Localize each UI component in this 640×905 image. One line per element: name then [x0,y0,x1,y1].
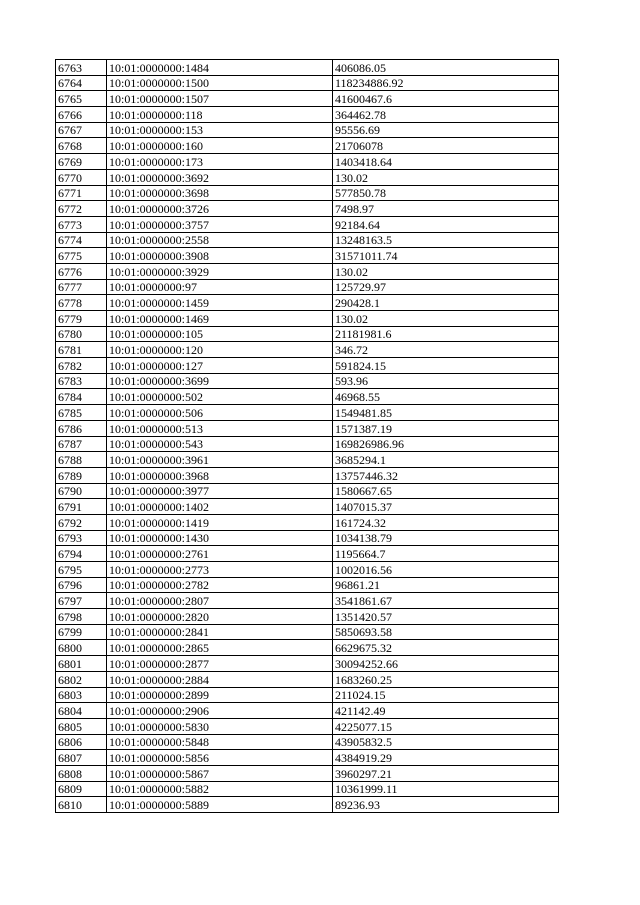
table-row [56,232,559,248]
cadastral-number-cell: 10:01:0000000:513 [107,420,333,436]
row-number-cell: 6776 [56,263,107,279]
cadastral-number-cell: 10:01:0000000:1469 [107,311,333,327]
cadastral-number-cell: 10:01:0000000:1419 [107,514,333,530]
value-cell: 21181981.6 [333,326,559,342]
value-cell: 96861.21 [333,577,559,593]
value-cell: 577850.78 [333,185,559,201]
value-cell: 125729.97 [333,279,559,295]
row-number-cell: 6798 [56,609,107,625]
value-cell: 211024.15 [333,687,559,703]
row-number-cell: 6797 [56,593,107,609]
value-cell: 1683260.25 [333,671,559,687]
row-number-cell: 6801 [56,656,107,672]
value-cell: 1580667.65 [333,483,559,499]
value-cell: 46968.55 [333,389,559,405]
value-cell: 95556.69 [333,122,559,138]
cadastral-number-cell: 10:01:0000000:2761 [107,546,333,562]
cadastral-number-cell: 10:01:0000000:5856 [107,750,333,766]
value-cell: 7498.97 [333,201,559,217]
table-row [56,436,559,452]
value-cell: 364462.78 [333,107,559,123]
row-number-cell: 6803 [56,687,107,703]
table-row [56,373,559,389]
value-cell: 130.02 [333,263,559,279]
table-row [56,201,559,217]
cadastral-number-cell: 10:01:0000000:97 [107,279,333,295]
table-row [56,499,559,515]
cadastral-number-cell: 10:01:0000000:2773 [107,562,333,578]
table-row [56,358,559,374]
value-cell: 6629675.32 [333,640,559,656]
value-cell: 3685294.1 [333,452,559,468]
table-row [56,781,559,797]
row-number-cell: 6768 [56,138,107,154]
table-row [56,797,559,813]
value-cell: 89236.93 [333,797,559,813]
cadastral-number-cell: 10:01:0000000:5882 [107,781,333,797]
value-cell: 1195664.7 [333,546,559,562]
table-row [56,311,559,327]
table-row [56,530,559,546]
value-cell: 13248163.5 [333,232,559,248]
value-cell: 593.96 [333,373,559,389]
row-number-cell: 6796 [56,577,107,593]
row-number-cell: 6795 [56,562,107,578]
value-cell: 1407015.37 [333,499,559,515]
table-row [56,248,559,264]
row-number-cell: 6764 [56,75,107,91]
value-cell: 21706078 [333,138,559,154]
row-number-cell: 6805 [56,718,107,734]
row-number-cell: 6770 [56,169,107,185]
table-row [56,593,559,609]
table-row [56,107,559,123]
cadastral-number-cell: 10:01:0000000:5848 [107,734,333,750]
row-number-cell: 6771 [56,185,107,201]
table-row [56,389,559,405]
row-number-cell: 6781 [56,342,107,358]
cadastral-number-cell: 10:01:0000000:2782 [107,577,333,593]
row-number-cell: 6785 [56,405,107,421]
value-cell: 4384919.29 [333,750,559,766]
row-number-cell: 6766 [56,107,107,123]
value-cell: 1034138.79 [333,530,559,546]
table-row [56,640,559,656]
row-number-cell: 6792 [56,514,107,530]
value-cell: 591824.15 [333,358,559,374]
value-cell: 13757446.32 [333,467,559,483]
cadastral-number-cell: 10:01:0000000:5889 [107,797,333,813]
table-row [56,122,559,138]
row-number-cell: 6806 [56,734,107,750]
table-row [56,703,559,719]
table-row [56,405,559,421]
cadastral-number-cell: 10:01:0000000:1507 [107,91,333,107]
cadastral-number-cell: 10:01:0000000:1500 [107,75,333,91]
table-row [56,295,559,311]
table-row [56,562,559,578]
row-number-cell: 6763 [56,60,107,76]
row-number-cell: 6769 [56,154,107,170]
cadastral-number-cell: 10:01:0000000:173 [107,154,333,170]
value-cell: 130.02 [333,169,559,185]
table-row [56,263,559,279]
value-cell: 3541861.67 [333,593,559,609]
value-cell: 406086.05 [333,60,559,76]
row-number-cell: 6791 [56,499,107,515]
value-cell: 43905832.5 [333,734,559,750]
row-number-cell: 6773 [56,216,107,232]
row-number-cell: 6808 [56,765,107,781]
table-row [56,546,559,562]
row-number-cell: 6810 [56,797,107,813]
value-cell: 290428.1 [333,295,559,311]
cadastral-number-cell: 10:01:0000000:3929 [107,263,333,279]
table-row [56,687,559,703]
value-cell: 30094252.66 [333,656,559,672]
row-number-cell: 6782 [56,358,107,374]
row-number-cell: 6783 [56,373,107,389]
row-number-cell: 6786 [56,420,107,436]
row-number-cell: 6767 [56,122,107,138]
value-cell: 10361999.11 [333,781,559,797]
value-cell: 1403418.64 [333,154,559,170]
row-number-cell: 6780 [56,326,107,342]
row-number-cell: 6802 [56,671,107,687]
cadastral-number-cell: 10:01:0000000:2865 [107,640,333,656]
cadastral-number-cell: 10:01:0000000:3692 [107,169,333,185]
row-number-cell: 6777 [56,279,107,295]
row-number-cell: 6807 [56,750,107,766]
table-row [56,342,559,358]
row-number-cell: 6788 [56,452,107,468]
cadastral-number-cell: 10:01:0000000:1402 [107,499,333,515]
table-row [56,452,559,468]
cadastral-number-cell: 10:01:0000000:3908 [107,248,333,264]
row-number-cell: 6804 [56,703,107,719]
value-cell: 169826986.96 [333,436,559,452]
value-cell: 421142.49 [333,703,559,719]
cadastral-number-cell: 10:01:0000000:1484 [107,60,333,76]
row-number-cell: 6789 [56,467,107,483]
table-row [56,75,559,91]
cadastral-number-cell: 10:01:0000000:5867 [107,765,333,781]
table-row [56,420,559,436]
table-row [56,750,559,766]
value-cell: 161724.32 [333,514,559,530]
cadastral-number-cell: 10:01:0000000:2906 [107,703,333,719]
value-cell: 1002016.56 [333,562,559,578]
row-number-cell: 6790 [56,483,107,499]
cadastral-number-cell: 10:01:0000000:120 [107,342,333,358]
cadastral-number-cell: 10:01:0000000:2807 [107,593,333,609]
cadastral-number-cell: 10:01:0000000:118 [107,107,333,123]
value-cell: 1549481.85 [333,405,559,421]
cadastral-number-cell: 10:01:0000000:3757 [107,216,333,232]
row-number-cell: 6775 [56,248,107,264]
value-cell: 1571387.19 [333,420,559,436]
cadastral-number-cell: 10:01:0000000:153 [107,122,333,138]
table-row [56,514,559,530]
table-row [56,483,559,499]
row-number-cell: 6800 [56,640,107,656]
table-row [56,624,559,640]
table-row [56,718,559,734]
cadastral-number-cell: 10:01:0000000:2841 [107,624,333,640]
cadastral-number-cell: 10:01:0000000:3726 [107,201,333,217]
value-cell: 1351420.57 [333,609,559,625]
cadastral-number-cell: 10:01:0000000:2820 [107,609,333,625]
table-row [56,216,559,232]
row-number-cell: 6778 [56,295,107,311]
row-number-cell: 6765 [56,91,107,107]
cadastral-number-cell: 10:01:0000000:3961 [107,452,333,468]
row-number-cell: 6799 [56,624,107,640]
table-row [56,91,559,107]
cadastral-number-cell: 10:01:0000000:2884 [107,671,333,687]
table-row [56,656,559,672]
table-row [56,154,559,170]
table-row [56,279,559,295]
row-number-cell: 6774 [56,232,107,248]
value-cell: 92184.64 [333,216,559,232]
row-number-cell: 6779 [56,311,107,327]
cadastral-number-cell: 10:01:0000000:3698 [107,185,333,201]
table-row [56,671,559,687]
value-cell: 3960297.21 [333,765,559,781]
table-row [56,734,559,750]
value-cell: 4225077.15 [333,718,559,734]
table-row [56,467,559,483]
cadastral-number-cell: 10:01:0000000:1459 [107,295,333,311]
cadastral-number-cell: 10:01:0000000:3977 [107,483,333,499]
cadastral-number-cell: 10:01:0000000:127 [107,358,333,374]
value-cell: 31571011.74 [333,248,559,264]
row-number-cell: 6787 [56,436,107,452]
row-number-cell: 6784 [56,389,107,405]
table-row [56,138,559,154]
value-cell: 41600467.6 [333,91,559,107]
cadastral-number-cell: 10:01:0000000:2558 [107,232,333,248]
value-cell: 118234886.92 [333,75,559,91]
table-row [56,765,559,781]
value-cell: 346.72 [333,342,559,358]
table-row [56,326,559,342]
row-number-cell: 6794 [56,546,107,562]
cadastral-number-cell: 10:01:0000000:543 [107,436,333,452]
row-number-cell: 6772 [56,201,107,217]
cadastral-number-cell: 10:01:0000000:2877 [107,656,333,672]
value-cell: 130.02 [333,311,559,327]
table-body [56,60,559,813]
cadastral-number-cell: 10:01:0000000:3699 [107,373,333,389]
cadastral-number-cell: 10:01:0000000:506 [107,405,333,421]
table-row [56,185,559,201]
value-cell: 5850693.58 [333,624,559,640]
cadastral-number-cell: 10:01:0000000:160 [107,138,333,154]
table-row [56,577,559,593]
data-table [55,59,559,813]
row-number-cell: 6809 [56,781,107,797]
table-row [56,60,559,76]
cadastral-number-cell: 10:01:0000000:105 [107,326,333,342]
table-row [56,609,559,625]
cadastral-number-cell: 10:01:0000000:5830 [107,718,333,734]
table-row [56,169,559,185]
cadastral-number-cell: 10:01:0000000:3968 [107,467,333,483]
row-number-cell: 6793 [56,530,107,546]
cadastral-number-cell: 10:01:0000000:502 [107,389,333,405]
cadastral-number-cell: 10:01:0000000:1430 [107,530,333,546]
cadastral-number-cell: 10:01:0000000:2899 [107,687,333,703]
